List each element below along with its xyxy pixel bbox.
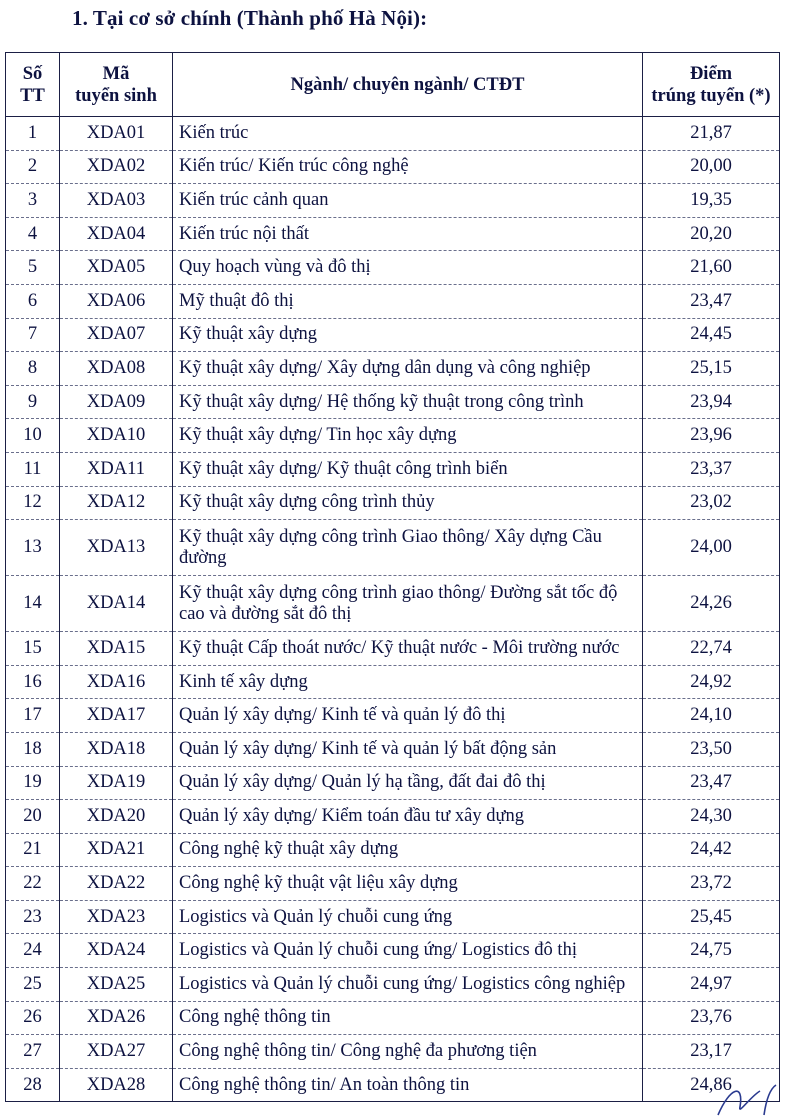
row-stt: 19	[6, 766, 60, 800]
row-score: 19,35	[643, 184, 780, 218]
table-row	[6, 665, 780, 699]
row-score: 23,76	[643, 1001, 780, 1035]
row-code: XDA18	[60, 732, 173, 766]
row-program-name: Quy hoạch vùng và đô thị	[173, 251, 643, 285]
row-stt: 9	[6, 385, 60, 419]
row-code: XDA24	[60, 934, 173, 968]
row-score: 23,47	[643, 284, 780, 318]
table-row	[6, 318, 780, 352]
header-score-line-2: trúng tuyển (*)	[651, 85, 771, 106]
table-row	[6, 452, 780, 486]
row-code: XDA04	[60, 217, 173, 251]
row-code: XDA20	[60, 800, 173, 834]
row-score: 23,47	[643, 766, 780, 800]
row-score: 24,26	[643, 576, 780, 632]
row-code: XDA17	[60, 699, 173, 733]
row-stt: 18	[6, 732, 60, 766]
row-stt: 14	[6, 576, 60, 632]
row-score: 24,92	[643, 665, 780, 699]
row-program-name: Kiến trúc	[173, 117, 643, 151]
row-score: 23,37	[643, 452, 780, 486]
row-code: XDA08	[60, 352, 173, 386]
row-code: XDA25	[60, 968, 173, 1002]
row-score: 21,87	[643, 117, 780, 151]
row-program-name: Kỹ thuật xây dựng/ Kỹ thuật công trình biển	[173, 452, 643, 486]
row-score: 23,72	[643, 867, 780, 901]
table-row	[6, 385, 780, 419]
row-code: XDA03	[60, 184, 173, 218]
row-code: XDA15	[60, 632, 173, 666]
table-row	[6, 117, 780, 151]
row-program-name: Kỹ thuật xây dựng công trình thủy	[173, 486, 643, 520]
row-score: 24,86	[643, 1068, 780, 1102]
row-program-name: Công nghệ kỹ thuật vật liệu xây dựng	[173, 867, 643, 901]
row-program-name: Logistics và Quản lý chuỗi cung ứng	[173, 900, 643, 934]
row-stt: 23	[6, 900, 60, 934]
row-code: XDA26	[60, 1001, 173, 1035]
table-row	[6, 867, 780, 901]
row-score: 21,60	[643, 251, 780, 285]
row-stt: 22	[6, 867, 60, 901]
row-code: XDA23	[60, 900, 173, 934]
row-score: 24,75	[643, 934, 780, 968]
row-program-name: Công nghệ kỹ thuật xây dựng	[173, 833, 643, 867]
row-score: 25,45	[643, 900, 780, 934]
table-row	[6, 1001, 780, 1035]
table-row	[6, 800, 780, 834]
row-program-name: Kỹ thuật xây dựng/ Hệ thống kỹ thuật trong công trình	[173, 385, 643, 419]
row-program-name: Kiến trúc cảnh quan	[173, 184, 643, 218]
table-row	[6, 150, 780, 184]
row-stt: 7	[6, 318, 60, 352]
table-row	[6, 419, 780, 453]
row-score: 24,30	[643, 800, 780, 834]
row-code: XDA02	[60, 150, 173, 184]
header-score	[643, 53, 780, 117]
row-score: 24,97	[643, 968, 780, 1002]
header-stt-line-2: TT	[20, 85, 45, 106]
table-row	[6, 833, 780, 867]
table-row	[6, 632, 780, 666]
row-program-name: Quản lý xây dựng/ Quản lý hạ tầng, đất đai đô thị	[173, 766, 643, 800]
row-stt: 4	[6, 217, 60, 251]
admission-scores-table	[5, 52, 780, 1102]
row-stt: 26	[6, 1001, 60, 1035]
row-program-name: Kiến trúc nội thất	[173, 217, 643, 251]
row-program-name: Kỹ thuật xây dựng	[173, 318, 643, 352]
row-program-name: Kỹ thuật xây dựng/ Tin học xây dựng	[173, 419, 643, 453]
row-score: 23,96	[643, 419, 780, 453]
table-row	[6, 284, 780, 318]
row-program-name: Công nghệ thông tin/ Công nghệ đa phương tiện	[173, 1035, 643, 1069]
table-header-row	[6, 53, 780, 117]
header-code-line-1: Mã	[102, 63, 130, 84]
row-stt: 21	[6, 833, 60, 867]
row-code: XDA06	[60, 284, 173, 318]
row-score: 20,20	[643, 217, 780, 251]
row-stt: 13	[6, 520, 60, 576]
table-row	[6, 900, 780, 934]
table-row	[6, 486, 780, 520]
row-program-name: Logistics và Quản lý chuỗi cung ứng/ Logistics công nghiệp	[173, 968, 643, 1002]
row-stt: 1	[6, 117, 60, 151]
row-program-name: Quản lý xây dựng/ Kiểm toán đầu tư xây dựng	[173, 800, 643, 834]
row-stt: 24	[6, 934, 60, 968]
row-code: XDA01	[60, 117, 173, 151]
row-code: XDA21	[60, 833, 173, 867]
header-stt-line-1: Số	[22, 63, 43, 84]
table-row	[6, 766, 780, 800]
row-stt: 2	[6, 150, 60, 184]
row-code: XDA09	[60, 385, 173, 419]
row-stt: 15	[6, 632, 60, 666]
table-row	[6, 520, 780, 576]
row-stt: 28	[6, 1068, 60, 1102]
table-row	[6, 576, 780, 632]
row-program-name: Kỹ thuật xây dựng công trình Giao thông/ Xây dựng Cầu đường	[173, 520, 643, 576]
row-program-name: Kỹ thuật Cấp thoát nước/ Kỹ thuật nước - Môi trường nước	[173, 632, 643, 666]
row-score: 25,15	[643, 352, 780, 386]
row-code: XDA22	[60, 867, 173, 901]
row-code: XDA12	[60, 486, 173, 520]
row-code: XDA10	[60, 419, 173, 453]
row-stt: 25	[6, 968, 60, 1002]
row-stt: 20	[6, 800, 60, 834]
row-score: 24,00	[643, 520, 780, 576]
row-program-name: Kiến trúc/ Kiến trúc công nghệ	[173, 150, 643, 184]
row-code: XDA11	[60, 452, 173, 486]
row-score: 23,17	[643, 1035, 780, 1069]
row-score: 20,00	[643, 150, 780, 184]
header-stt	[6, 53, 60, 117]
row-stt: 27	[6, 1035, 60, 1069]
row-code: XDA19	[60, 766, 173, 800]
row-stt: 5	[6, 251, 60, 285]
table-row	[6, 1068, 780, 1102]
row-code: XDA27	[60, 1035, 173, 1069]
table-row	[6, 352, 780, 386]
row-program-name: Kinh tế xây dựng	[173, 665, 643, 699]
row-score: 24,45	[643, 318, 780, 352]
table-row	[6, 1035, 780, 1069]
row-program-name: Công nghệ thông tin/ An toàn thông tin	[173, 1068, 643, 1102]
row-stt: 6	[6, 284, 60, 318]
header-program: Ngành/ chuyên ngành/ CTĐT	[173, 53, 643, 117]
row-stt: 8	[6, 352, 60, 386]
table-row	[6, 732, 780, 766]
row-score: 23,02	[643, 486, 780, 520]
table-row	[6, 968, 780, 1002]
row-code: XDA28	[60, 1068, 173, 1102]
table-row	[6, 251, 780, 285]
row-program-name: Logistics và Quản lý chuỗi cung ứng/ Logistics đô thị	[173, 934, 643, 968]
row-score: 24,42	[643, 833, 780, 867]
row-score: 24,10	[643, 699, 780, 733]
row-score: 23,50	[643, 732, 780, 766]
row-code: XDA14	[60, 576, 173, 632]
table-row	[6, 699, 780, 733]
row-code: XDA07	[60, 318, 173, 352]
header-code	[60, 53, 173, 117]
row-score: 23,94	[643, 385, 780, 419]
row-code: XDA13	[60, 520, 173, 576]
table-row	[6, 217, 780, 251]
row-code: XDA05	[60, 251, 173, 285]
row-program-name: Mỹ thuật đô thị	[173, 284, 643, 318]
row-score: 22,74	[643, 632, 780, 666]
table-row	[6, 934, 780, 968]
row-program-name: Kỹ thuật xây dựng công trình giao thông/ Đường sắt tốc độ cao và đường sắt đô thị	[173, 576, 643, 632]
header-score-line-1: Điểm	[689, 63, 733, 84]
section-heading: 1. Tại cơ sở chính (Thành phố Hà Nội):	[72, 6, 428, 30]
row-program-name: Kỹ thuật xây dựng/ Xây dựng dân dụng và công nghiệp	[173, 352, 643, 386]
row-stt: 16	[6, 665, 60, 699]
row-stt: 17	[6, 699, 60, 733]
row-program-name: Quản lý xây dựng/ Kinh tế và quản lý đô thị	[173, 699, 643, 733]
row-program-name: Quản lý xây dựng/ Kinh tế và quản lý bất động sản	[173, 732, 643, 766]
handwritten-signature	[710, 1077, 800, 1117]
row-stt: 3	[6, 184, 60, 218]
row-stt: 12	[6, 486, 60, 520]
row-program-name: Công nghệ thông tin	[173, 1001, 643, 1035]
row-stt: 11	[6, 452, 60, 486]
row-stt: 10	[6, 419, 60, 453]
table-row	[6, 184, 780, 218]
header-code-line-2: tuyển sinh	[75, 85, 157, 106]
row-code: XDA16	[60, 665, 173, 699]
